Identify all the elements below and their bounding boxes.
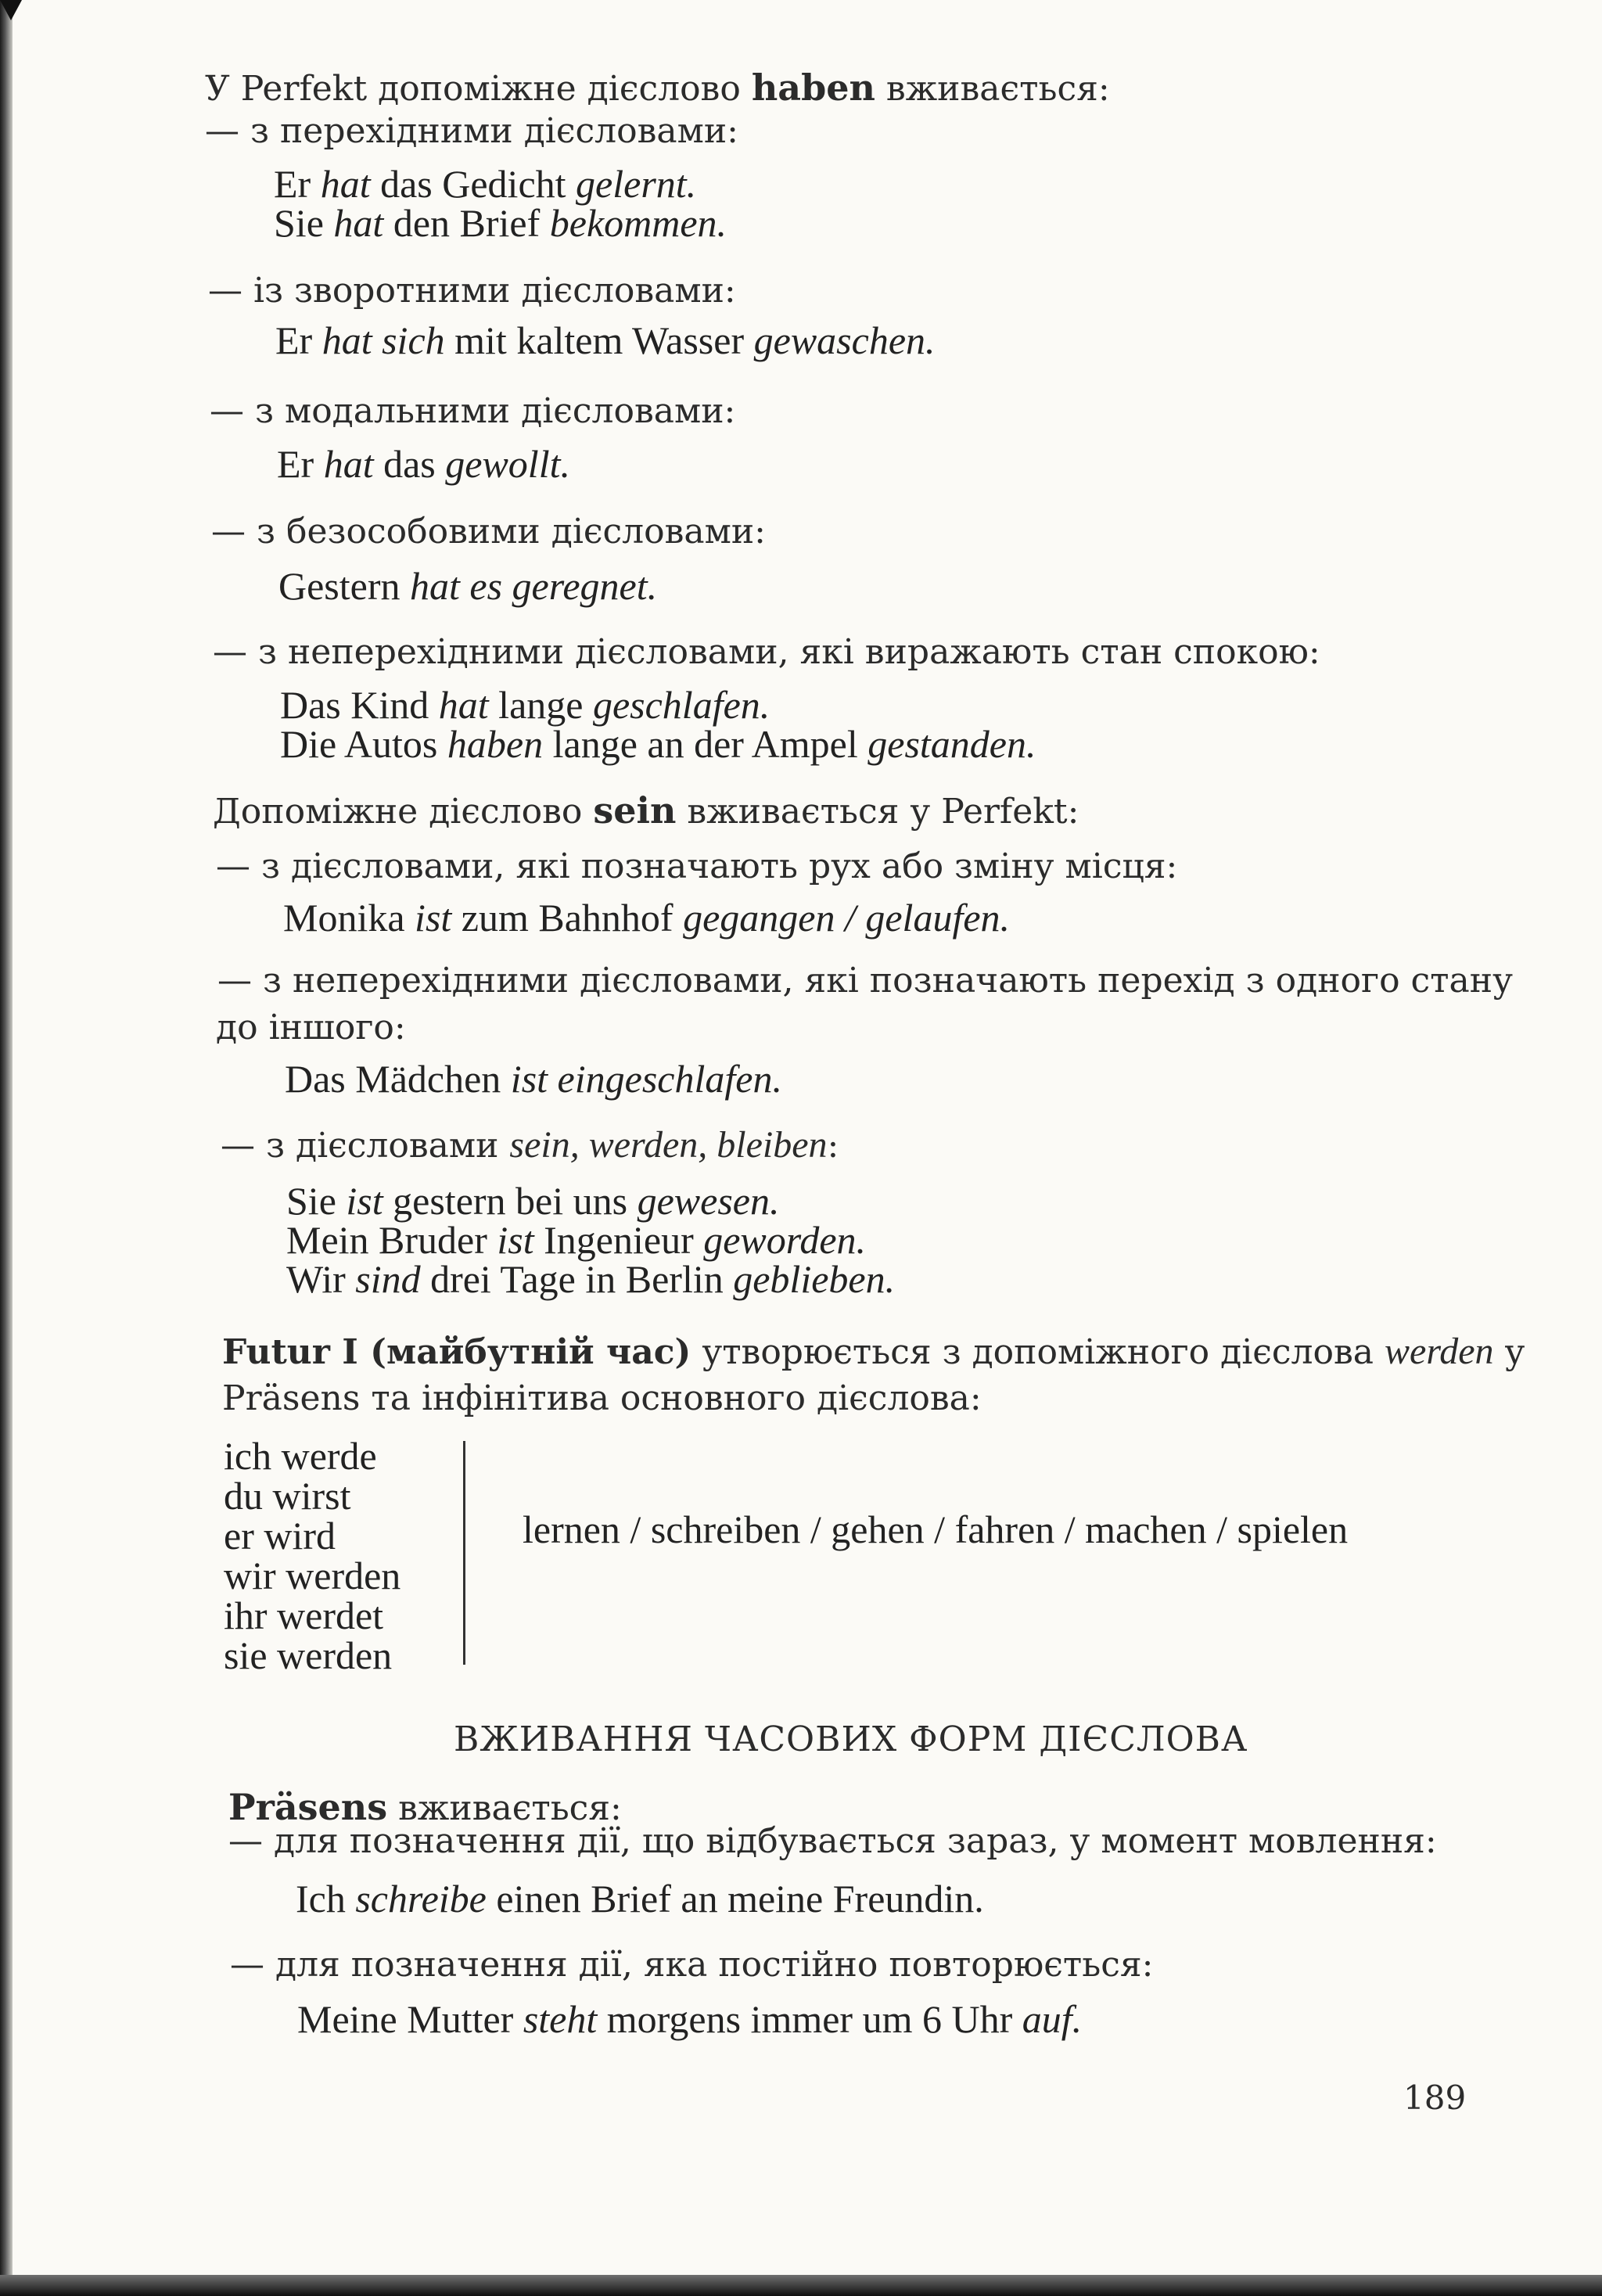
example-line: Ich schreibe einen Brief an meine Freundin. [296, 1877, 984, 1921]
example-line: Die Autos haben lange an der Ampel gestanden. [280, 722, 1036, 766]
rule-modal: — з модальними дієсловами: [210, 391, 736, 431]
example-line: Er hat das Gedicht gelernt. [274, 162, 697, 206]
page-number: 189 [1403, 2079, 1467, 2117]
example-line: Das Mädchen ist eingeschlafen. [285, 1057, 782, 1101]
example-line: Monika ist zum Bahnhof gegangen / gelaufen. [283, 896, 1011, 940]
conjugation-line: er wird [224, 1514, 336, 1558]
conjugation-line: wir werden [224, 1554, 401, 1597]
rule-intransitive-rest: — з неперехідними дієсловами, які виражають стан спокою: [213, 632, 1320, 672]
rule-repeated-action: — для позначення дії, яка постійно повторюється: [230, 1945, 1154, 1985]
section-heading: ВЖИВАННЯ ЧАСОВИХ ФОРМ ДІЄСЛОВА [454, 1719, 1248, 1759]
conjugation-line: sie werden [224, 1633, 393, 1677]
example-line: Er hat sich mit kaltem Wasser gewaschen. [275, 318, 936, 362]
conjugation-line: ihr werdet [224, 1594, 384, 1637]
prasens-intro: Präsens вживається: [228, 1786, 622, 1828]
perfekt-haben-intro: У Perfekt допоміжне дієслово haben вживається: [205, 66, 1110, 109]
example-line: Wir sind drei Tage in Berlin geblieben. [286, 1257, 896, 1301]
futur-intro-cont: Präsens та інфінітива основного дієслова: [222, 1378, 982, 1418]
table-divider [463, 1441, 465, 1665]
rule-motion: — з дієсловами, які позначають рух або зміну місця: [216, 846, 1178, 886]
rule-state-change: — з неперехідними дієсловами, які позначають перехід з одного стану [217, 961, 1513, 1001]
rule-reflexive: — із зворотними дієсловами: [208, 271, 736, 311]
example-line: Meine Mutter steht morgens immer um 6 Uhr auf. [297, 1997, 1083, 2041]
rule-transitive: — з перехідними дієсловами: [205, 111, 738, 151]
verb-list: lernen / schreiben / gehen / fahren / machen / spielen [523, 1507, 1349, 1551]
rule-sein-werden-bleiben: — з дієсловами sein, werden, bleiben: [221, 1124, 839, 1166]
futur-intro: Futur I (майбутній час) утворюється з допоміжного дієслова werden у [222, 1331, 1525, 1372]
perfekt-sein-intro: Допоміжне дієслово sein вживається у Perfekt: [213, 789, 1079, 832]
rule-impersonal: — з безособовими дієсловами: [211, 512, 767, 552]
conjugation-line: du wirst [224, 1474, 351, 1518]
example-line: Das Kind hat lange geschlafen. [280, 683, 770, 727]
example-line: Gestern hat es geregnet. [278, 564, 658, 608]
example-line: Sie ist gestern bei uns gewesen. [286, 1179, 780, 1223]
rule-state-change-cont: до іншого: [216, 1008, 406, 1047]
example-line: Sie hat den Brief bekommen. [274, 201, 727, 245]
rule-present-moment: — для позначення дії, що відбувається зараз, у момент мовлення: [228, 1821, 1437, 1861]
example-line: Mein Bruder ist Ingenieur geworden. [286, 1218, 867, 1262]
conjugation-line: ich werde [224, 1434, 377, 1478]
example-line: Er hat das gewollt. [277, 442, 570, 486]
